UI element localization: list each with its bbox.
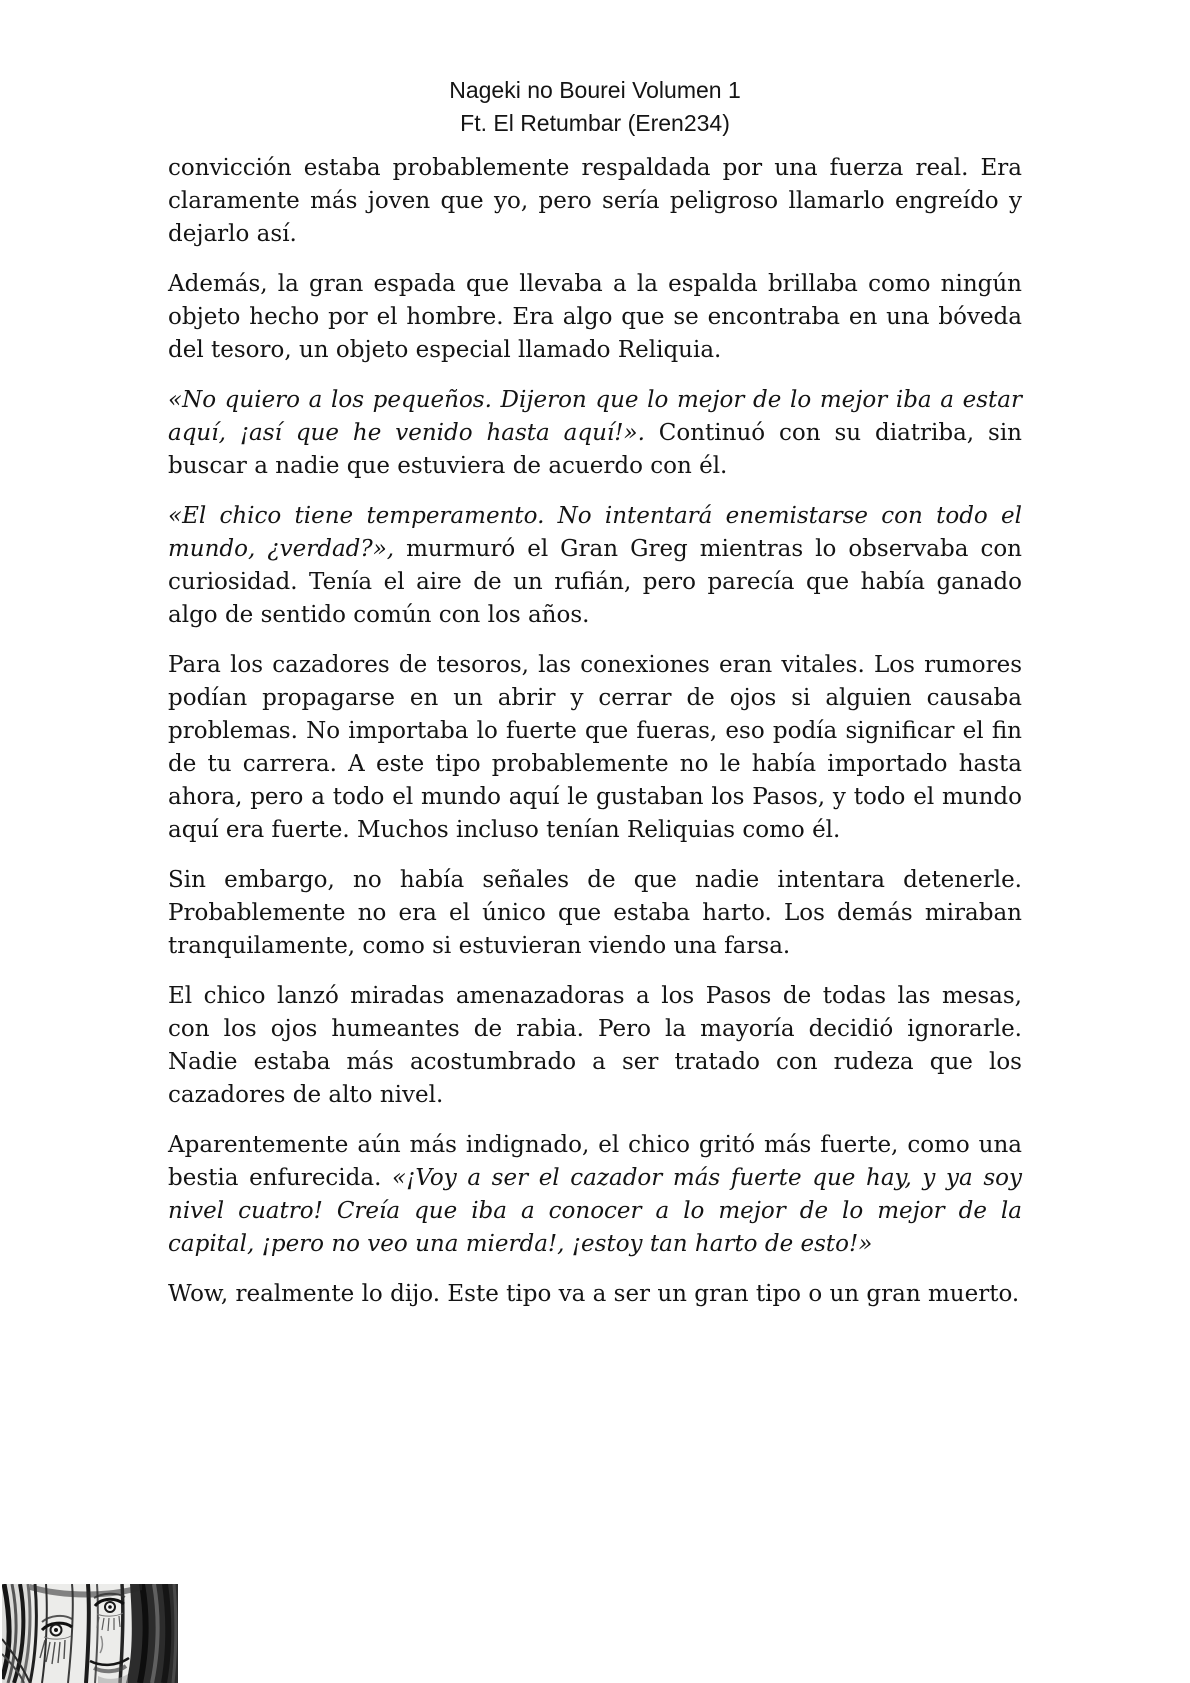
narration-text-run: Además, la gran espada que llevaba a la espalda brillaba como ningún objeto hecho por el hombre. Era algo que se encontraba en una bóveda del tesoro, un objeto especial llamado Reliquia. [168,271,1022,363]
paragraph [168,384,1022,483]
document-body [168,152,1022,1311]
document-title: Nageki no Bourei Volumen 1 [449,77,741,103]
paragraph [168,268,1022,367]
narration-text-run: Para los cazadores de tesoros, las conexiones eran vitales. Los rumores podían propagarse en un abrir y cerrar de ojos si alguien causaba problemas. No importaba lo fuerte que fueras, eso podía significar el fin de tu carrera. A este tipo probablemente no le había importado hasta ahora, pero a todo el mundo aquí le gustaban los Pasos, y todo el mundo aquí era fuerte. Muchos incluso tenían Reliquias como él. [168,652,1022,843]
dialogue-text-run: «¡Voy a ser el cazador más fuerte que hay, y ya soy nivel cuatro! Creía que iba a conocer a lo mejor de lo mejor de la capital, ¡pero no veo una mierda!, ¡estoy tan harto de esto!» [168,1165,1023,1257]
document-subtitle: Ft. El Retumbar (Eren234) [460,110,730,136]
paragraph [168,864,1022,963]
manga-face-illustration [2,1584,178,1683]
document-header [0,0,1190,140]
narration-text-run: El chico lanzó miradas amenazadoras a los Pasos de todas las mesas, con los ojos humeantes de rabia. Pero la mayoría decidió ignorarle. Nadie estaba más acostumbrado a ser tratado con rudeza que los cazadores de alto nivel. [168,983,1022,1108]
paragraph [168,649,1022,847]
narration-text-run: murmuró el Gran Greg mientras lo observaba con curiosidad. Tenía el aire de un rufián, pero parecía que había ganado algo de sentido común con los años. [168,536,1022,628]
paragraph [168,152,1022,251]
narration-text-run: Aparentemente aún más indignado, el chico gritó más fuerte, como una bestia enfurecida. [168,1132,1022,1191]
paragraph [168,1129,1022,1261]
narration-text-run: Sin embargo, no había señales de que nadie intentara detenerle. Probablemente no era el único que estaba harto. Los demás miraban tranquilamente, como si estuvieran viendo una farsa. [168,867,1022,959]
paragraph [168,1278,1022,1311]
manga-face-image [2,1584,178,1683]
dialogue-text-run: «No quiero a los pequeños. Dijeron que lo mejor de lo mejor iba a estar aquí, ¡así que he venido hasta aquí!». [168,387,1022,446]
paragraph [168,980,1022,1112]
paragraph [168,500,1022,632]
narration-text-run: convicción estaba probablemente respaldada por una fuerza real. Era claramente más joven que yo, pero sería peligroso llamarlo engreído y dejarlo así. [168,155,1022,247]
dialogue-text-run: «El chico tiene temperamento. No intentará enemistarse con todo el mundo, ¿verdad?», [168,503,1022,562]
narration-text-run: Continuó con su diatriba, sin buscar a nadie que estuviera de acuerdo con él. [168,420,1022,479]
narration-text-run: Wow, realmente lo dijo. Este tipo va a ser un gran tipo o un gran muerto. [168,1281,1020,1307]
